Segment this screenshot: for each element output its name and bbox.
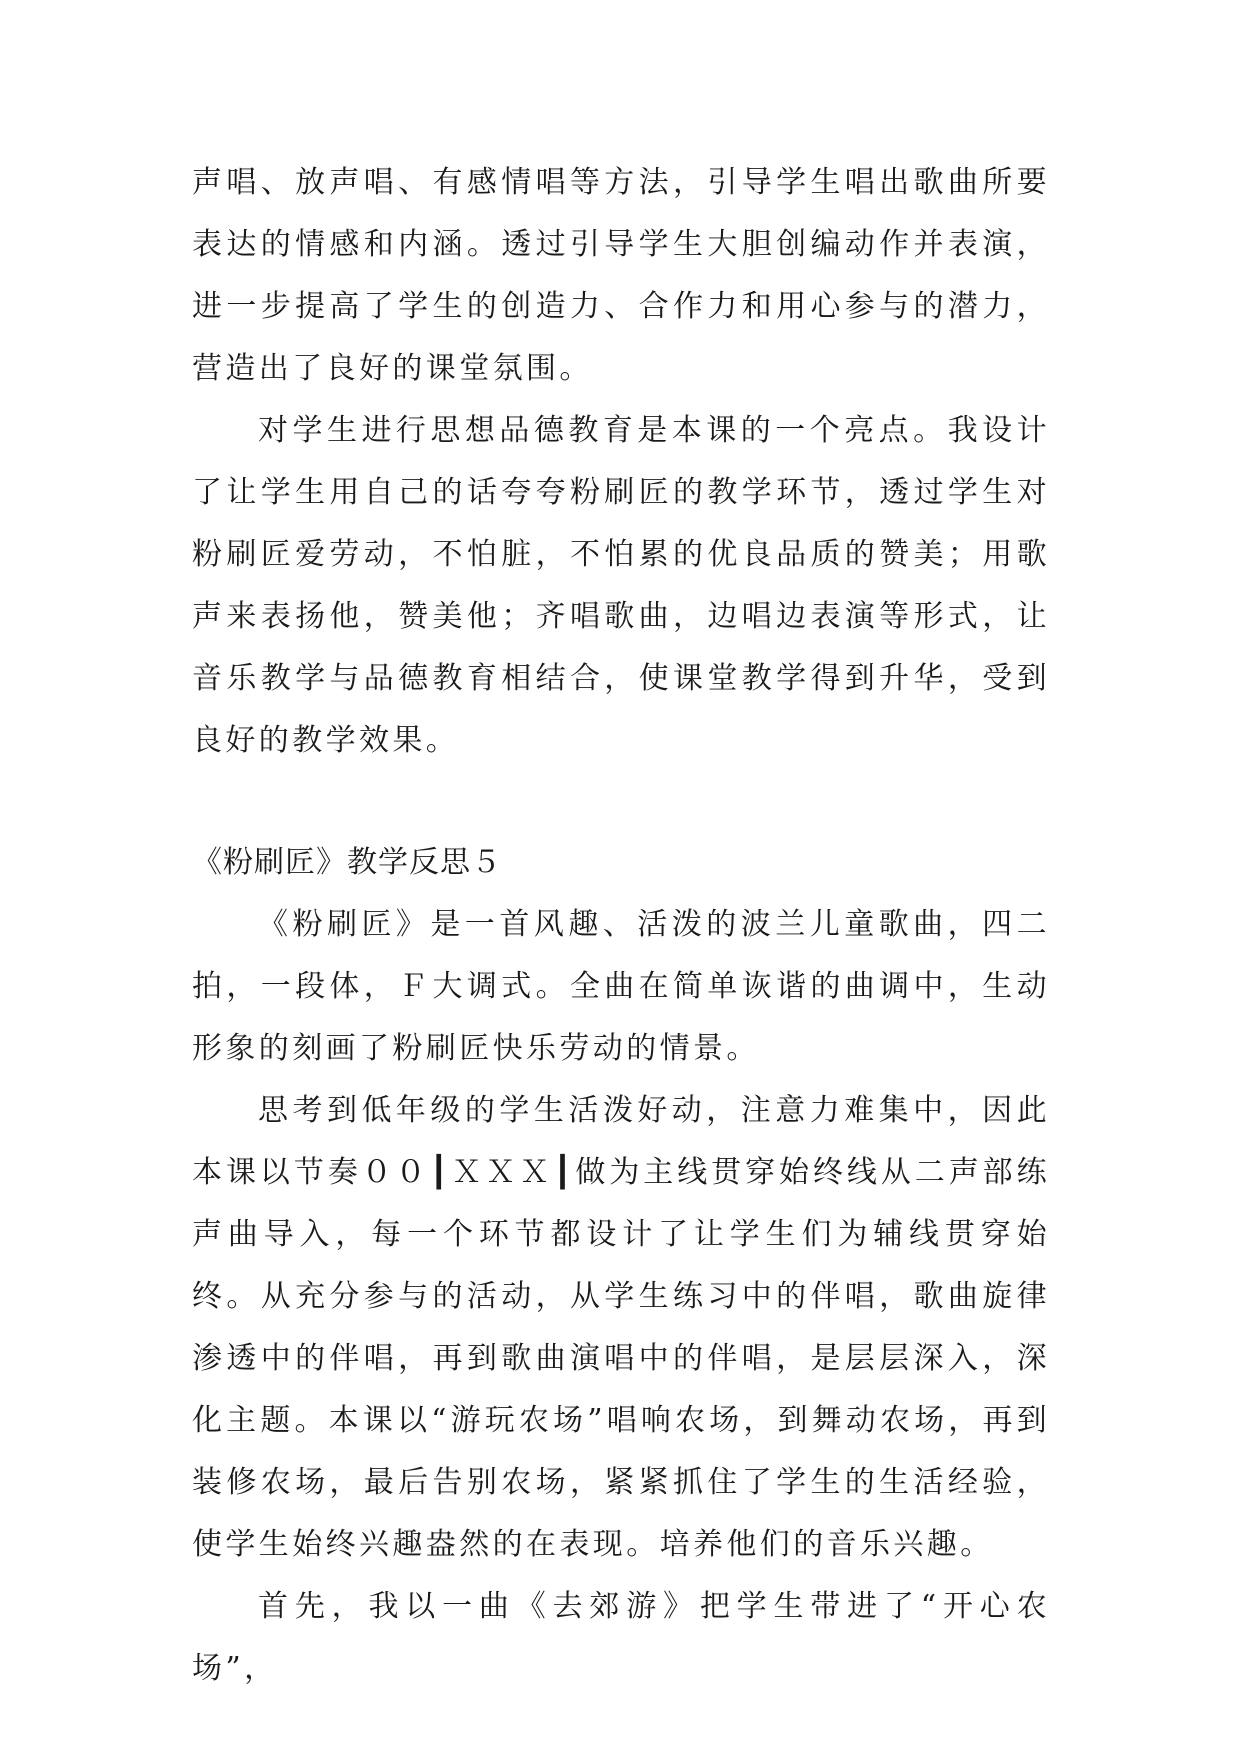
paragraph-moral-education: 对学生进行思想品德教育是本课的一个亮点。我设计了让学生用自己的话夸夸粉刷匠的教学环节，透过学生对粉刷匠爱劳动，不怕脏，不怕累的优良品质的赞美；用歌声来表扬他，赞美他；齐唱歌曲，边唱边表演等形式，让音乐教学与品德教育相结合，使课堂教学得到升华，受到良好的教学效果。 — [192, 413, 1050, 758]
paragraph-song-intro: 《粉刷匠》是一首风趣、活泼的波兰儿童歌曲，四二拍，一段体，Ｆ大调式。全曲在简单诙谐的曲调中，生动形象的刻画了粉刷匠快乐劳动的情景。 — [192, 907, 1050, 1066]
section-heading: 《粉刷匠》教学反思５ — [192, 845, 502, 880]
paragraph-continued: 声唱、放声唱、有感情唱等方法，引导学生唱出歌曲所要表达的情感和内涵。透过引导学生大胆创编动作并表演，进一步提高了学生的创造力、合作力和用心参与的潜力，营造出了良好的课堂氛围。 — [192, 165, 1050, 386]
document-page — [192, 152, 1050, 1700]
paragraph-first-step: 首先，我以一曲《去郊游》把学生带进了“开心农场”， — [192, 1589, 1050, 1686]
section-spacer — [192, 772, 1050, 832]
paragraph-rhythm-design: 思考到低年级的学生活泼好动，注意力难集中，因此本课以节奏００┃ＸＸＸ┃做为主线贯穿始终线从二声部练声曲导入，每一个环节都设计了让学生们为辅线贯穿始终。从充分参与的活动，从学生练习中的伴唱，歌曲旋律渗透中的伴唱，再到歌曲演唱中的伴唱，是层层深入，深化主题。本课以“游玩农场”唱响农场，到舞动农场，再到装修农场，最后告别农场，紧紧抓住了学生的生活经验，使学生始终兴趣盎然的在表现。培养他们的音乐兴趣。 — [192, 1093, 1050, 1562]
